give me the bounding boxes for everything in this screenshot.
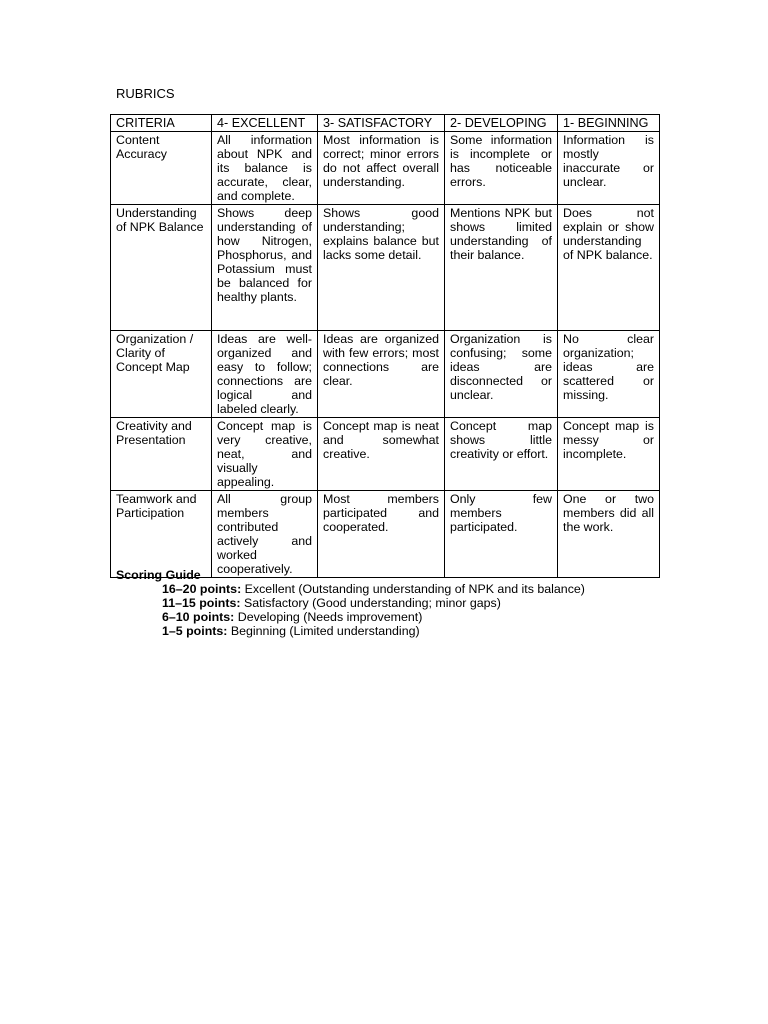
- points-description: Satisfactory (Good understanding; minor gaps): [240, 596, 501, 610]
- cell-beginning: Concept map is messy or incomplete.: [558, 418, 660, 491]
- points-description: Developing (Needs improvement): [234, 610, 423, 624]
- cell-developing: Organization is confusing; some ideas are disconnected or unclear.: [445, 331, 558, 418]
- cell-criteria: Creativity and Presentation: [111, 418, 212, 491]
- scoring-guide-item: [116, 624, 585, 638]
- scoring-guide-item: [116, 596, 585, 610]
- scoring-guide-item: [116, 610, 585, 624]
- cell-satisfactory: Most information is correct; minor errors do not affect overall understanding.: [318, 132, 445, 205]
- cell-excellent: Shows deep understanding of how Nitrogen, Phosphorus, and Potassium must be balanced for healthy plants.: [212, 205, 318, 331]
- cell-excellent: Ideas are well-organized and easy to follow; connections are logical and labeled clearly.: [212, 331, 318, 418]
- cell-criteria: Content Accuracy: [111, 132, 212, 205]
- points-description: Beginning (Limited understanding): [227, 624, 420, 638]
- points-range: 6–10 points:: [162, 610, 235, 624]
- cell-excellent: Concept map is very creative, neat, and visually appealing.: [212, 418, 318, 491]
- cell-satisfactory: Concept map is neat and somewhat creative.: [318, 418, 445, 491]
- table-row: [111, 331, 660, 418]
- points-range: 16–20 points:: [162, 582, 242, 596]
- cell-beginning: One or two members did all the work.: [558, 491, 660, 578]
- cell-developing: Only few members participated.: [445, 491, 558, 578]
- points-range: 11–15 points:: [162, 596, 241, 610]
- cell-criteria: Understanding of NPK Balance: [111, 205, 212, 331]
- cell-beginning: Does not explain or show understanding of NPK balance.: [558, 205, 660, 331]
- header-satisfactory: 3- SATISFACTORY: [318, 115, 445, 132]
- table-row: [111, 205, 660, 331]
- cell-developing: Some information is incomplete or has noticeable errors.: [445, 132, 558, 205]
- points-description: Excellent (Outstanding understanding of NPK and its balance): [241, 582, 585, 596]
- header-developing: 2- DEVELOPING: [445, 115, 558, 132]
- points-range: 1–5 points:: [162, 624, 228, 638]
- scoring-guide-item: [116, 582, 585, 596]
- cell-criteria: Teamwork and Participation: [111, 491, 212, 578]
- scoring-guide: [116, 568, 585, 638]
- header-criteria: CRITERIA: [111, 115, 212, 132]
- cell-developing: Concept map shows little creativity or effort.: [445, 418, 558, 491]
- header-excellent: 4- EXCELLENT: [212, 115, 318, 132]
- cell-criteria: Organization / Clarity of Concept Map: [111, 331, 212, 418]
- rubric-table: [110, 114, 660, 578]
- cell-excellent: All information about NPK and its balance is accurate, clear, and complete.: [212, 132, 318, 205]
- cell-satisfactory: Shows good understanding; explains balance but lacks some detail.: [318, 205, 445, 331]
- cell-excellent: All group members contributed actively and worked cooperatively.: [212, 491, 318, 578]
- cell-beginning: No clear organization; ideas are scattered or missing.: [558, 331, 660, 418]
- cell-beginning: Information is mostly inaccurate or unclear.: [558, 132, 660, 205]
- table-row: [111, 418, 660, 491]
- cell-satisfactory: Ideas are organized with few errors; most connections are clear.: [318, 331, 445, 418]
- table-header-row: [111, 115, 660, 132]
- page-title: RUBRICS: [116, 86, 175, 101]
- table-row: [111, 132, 660, 205]
- cell-satisfactory: Most members participated and cooperated.: [318, 491, 445, 578]
- cell-developing: Mentions NPK but shows limited understanding of their balance.: [445, 205, 558, 331]
- scoring-guide-heading: Scoring Guide: [116, 568, 201, 582]
- header-beginning: 1- BEGINNING: [558, 115, 660, 132]
- table-row: [111, 491, 660, 578]
